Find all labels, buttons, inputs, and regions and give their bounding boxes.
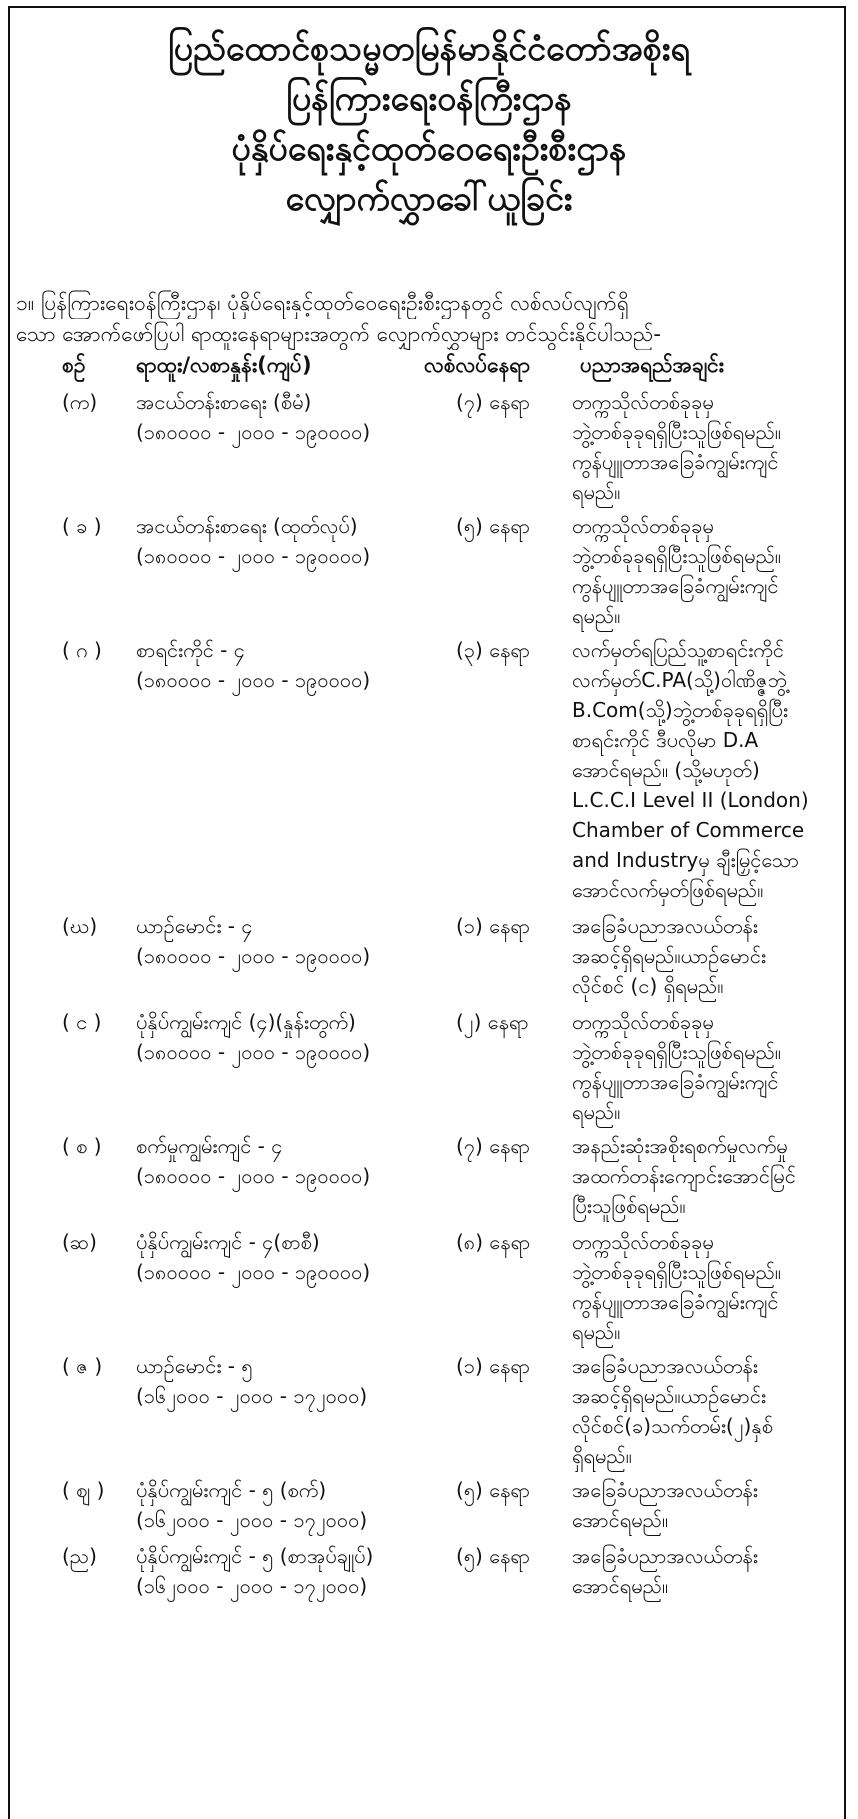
salary-scale: (၁၈၀၀၀၀ - ၂၀၀၀ - ၁၉၀၀၀၀) [136,1040,371,1064]
qualification-line: ဘွဲ့တစ်ခုခုရရှိပြီးသူဖြစ်ရမည်။ [572,1260,781,1284]
qualification-line: အောင်လက်မှတ်ဖြစ်ရမည်။ [572,878,764,902]
qualification-line: တက္ကသိုလ်တစ်ခုခုမှ [572,1010,714,1034]
row-number: ( ခ ) [62,514,102,538]
notice-header [0,24,858,224]
position-row [0,511,858,635]
position-row [0,1351,858,1475]
qualification-line: အခြေခံပညာအလယ်တန်း [572,914,758,938]
qualification-line: အောင်ရမည်။ [572,1574,669,1598]
vacancy-count: (၅) နေရာ [456,1478,531,1502]
intro-line: ၁။ ပြန်ကြားရေးဝန်ကြီးဌာန၊ ပုံနှိပ်ရေးနှင့်ထုတ်ဝေရေးဦးစီးဌာနတွင် လစ်လပ်လျက်ရှိ [16,291,629,315]
salary-scale: (၁၆၂၀၀၀ - ၂၀၀၀ - ၁၇၂၀၀၀) [136,1508,368,1532]
qualification-line: အထက်တန်းကျောင်းအောင်မြင် [572,1164,796,1188]
position-row [0,1227,858,1351]
qualification-line: လက်မှတ်ရပြည်သူ့စာရင်းကိုင် [572,638,784,662]
intro-paragraph [16,288,842,350]
column-header-title: ရာထူး/လစာနှုန်း(ကျပ်) [136,353,312,377]
qualification-line: ရမည်။ [572,1100,621,1124]
position-title: စာရင်းကိုင် - ၄ [136,638,245,662]
qualification [572,511,844,631]
qualification-line: အောင်ရမည်။ (သို့မဟုတ်) [572,758,760,782]
qualification-line: and Industryမှ ချီးမြှင့်သော [572,848,800,872]
notice-title: လျှောက်လွှာခေါ်ယူခြင်း [285,179,573,219]
position-title: အငယ်တန်းစာရေး (စီမံ) [136,390,312,414]
salary-scale: (၁၈၀၀၀၀ - ၂၀၀၀ - ၁၉၀၀၀၀) [136,420,371,444]
salary-scale: (၁၈၀၀၀၀ - ၂၀၀၀ - ၁၉၀၀၀၀) [136,1260,371,1284]
qualification-line: အခြေခံပညာအလယ်တန်း [572,1544,758,1568]
qualification-line: လိုင်စင် (င) ရှိရမည်။ [572,974,724,998]
government-title: ပြည်ထောင်စုသမ္မတမြန်မာနိုင်ငံတော်အစိုးရ [167,29,691,69]
row-number: (က) [62,390,98,414]
row-number: ( ဇ ) [62,1354,103,1378]
salary-scale: (၁၆၂၀၀၀ - ၂၀၀၀ - ၁၇၂၀၀၀) [136,1574,368,1598]
position-title: အငယ်တန်းစာရေး (ထုတ်လုပ်) [136,514,358,538]
qualification [572,1541,844,1601]
position-row [0,1475,858,1541]
qualification-line: အနည်းဆုံးအစိုးရစက်မှုလက်မှု [572,1134,788,1158]
row-number: ( င ) [62,1010,102,1034]
qualification [572,1131,844,1221]
qualification-line: ဘွဲ့တစ်ခုခုရရှိပြီးသူဖြစ်ရမည်။ [572,544,781,568]
qualification-line: အခြေခံပညာအလယ်တန်း [572,1354,758,1378]
position-title: ယာဉ်မောင်း - ၅ [136,1354,253,1378]
row-number: ( ဂ ) [62,638,102,662]
qualification-line: ရမည်။ [572,604,621,628]
qualification-line: ဘွဲ့တစ်ခုခုရရှိပြီးသူဖြစ်ရမည်။ [572,420,781,444]
row-number: ( စ ) [62,1134,102,1158]
vacancy-count: (၈) နေရာ [456,1230,531,1254]
qualification-line: အဆင့်ရှိရမည်။ယာဉ်မောင်း [572,1384,766,1408]
position-title: ယာဉ်မောင်း - ၄ [136,914,253,938]
column-header-qualification: ပညာအရည်အချင်း [580,353,724,377]
salary-scale: (၁၈၀၀၀၀ - ၂၀၀၀ - ၁၉၀၀၀၀) [136,1164,371,1188]
position-title: စက်မှုကျွမ်းကျင် - ၄ [136,1134,283,1158]
qualification-line: လက်မှတ်C.PA(သို့)ဝါဏိဇ္ဇဘွဲ့ [572,668,787,692]
qualification [572,1351,844,1471]
position-row [0,1131,858,1227]
qualification [572,1007,844,1127]
position-title: ပုံနှိပ်ကျွမ်းကျင် - ၅ (စက်) [136,1478,327,1502]
qualification-line: အောင်ရမည်။ [572,1508,669,1532]
salary-scale: (၁၈၀၀၀၀ - ၂၀၀၀ - ၁၉၀၀၀၀) [136,668,371,692]
row-number: (ည) [62,1544,97,1568]
qualification [572,635,844,905]
vacancy-count: (၇) နေရာ [456,390,531,414]
vacancy-count: (၅) နေရာ [456,514,531,538]
position-title: ပုံနှိပ်ကျွမ်းကျင် - ၅ (စာအုပ်ချုပ်) [136,1544,374,1568]
ministry-title: ပြန်ကြားရေးဝန်ကြီးဌာန [286,79,572,119]
vacancy-count: (၃) နေရာ [456,638,531,662]
intro-line: သော အောက်ဖော်ပြပါ ရာထူးနေရာများအတွက် လျှောက်လွှာများ တင်သွင်းနိုင်ပါသည်- [16,322,661,346]
qualification [572,1475,844,1535]
qualification [572,1227,844,1347]
qualification-line: ကွန်ပျူတာအခြေခံကျွမ်းကျင် [572,1070,779,1094]
vacancy-count: (၂) နေရာ [456,1010,529,1034]
position-title: ပုံနှိပ်ကျွမ်းကျင် (၄)(နှုန်းတွက်) [136,1010,356,1034]
qualification [572,387,844,507]
column-header-num: စဉ် [62,353,86,377]
qualification-line: L.C.C.I Level II (London) [572,788,809,812]
qualification-line: စာရင်းကိုင် ဒီပလိုမာ D.A [572,728,759,752]
department-title: ပုံနှိပ်ရေးနှင့်ထုတ်ဝေရေးဦးစီးဌာန [231,129,627,169]
column-headers [0,352,858,383]
position-row [0,387,858,511]
position-row [0,1007,858,1131]
vacancy-count: (၁) နေရာ [456,1354,531,1378]
position-title: ပုံနှိပ်ကျွမ်းကျင် - ၄(စာစီ) [136,1230,320,1254]
qualification-line: လိုင်စင်(ခ)သက်တမ်း(၂)နှစ် [572,1414,773,1438]
qualification-line: ပြီးသူဖြစ်ရမည်။ [572,1194,686,1218]
qualification-line: ရှိရမည်။ [572,1444,632,1468]
qualification-line: တက္ကသိုလ်တစ်ခုခုမှ [572,1230,714,1254]
qualification-line: တက္ကသိုလ်တစ်ခုခုမှ [572,514,714,538]
vacancy-count: (၁) နေရာ [456,914,531,938]
qualification-line: ကွန်ပျူတာအခြေခံကျွမ်းကျင် [572,450,779,474]
row-number: (ဆ) [62,1230,97,1254]
qualification-line: ရမည်။ [572,480,621,504]
qualification-line: အဆင့်ရှိရမည်။ယာဉ်မောင်း [572,944,766,968]
position-row [0,1541,858,1607]
salary-scale: (၁၈၀၀၀၀ - ၂၀၀၀ - ၁၉၀၀၀၀) [136,944,371,968]
qualification-line: ရမည်။ [572,1320,621,1344]
position-row [0,635,858,911]
row-number: (ဃ) [62,914,98,938]
column-header-vacancy: လစ်လပ်နေရာ [424,353,531,377]
salary-scale: (၁၈၀၀၀၀ - ၂၀၀၀ - ၁၉၀၀၀၀) [136,544,371,568]
qualification-line: B.Com(သို့)ဘွဲ့တစ်ခုခုရရှိပြီး [572,698,788,722]
qualification-line: အခြေခံပညာအလယ်တန်း [572,1478,758,1502]
position-row [0,911,858,1007]
qualification-line: Chamber of Commerce [572,818,805,842]
qualification-line: တက္ကသိုလ်တစ်ခုခုမှ [572,390,714,414]
row-number: ( ဈ ) [62,1478,105,1502]
vacancy-count: (၇) နေရာ [456,1134,531,1158]
vacancy-count: (၅) နေရာ [456,1544,531,1568]
qualification [572,911,844,1001]
qualification-line: ကွန်ပျူတာအခြေခံကျွမ်းကျင် [572,574,779,598]
position-list [0,387,858,1607]
qualification-line: ဘွဲ့တစ်ခုခုရရှိပြီးသူဖြစ်ရမည်။ [572,1040,781,1064]
salary-scale: (၁၆၂၀၀၀ - ၂၀၀၀ - ၁၇၂၀၀၀) [136,1384,368,1408]
qualification-line: ကွန်ပျူတာအခြေခံကျွမ်းကျင် [572,1290,779,1314]
